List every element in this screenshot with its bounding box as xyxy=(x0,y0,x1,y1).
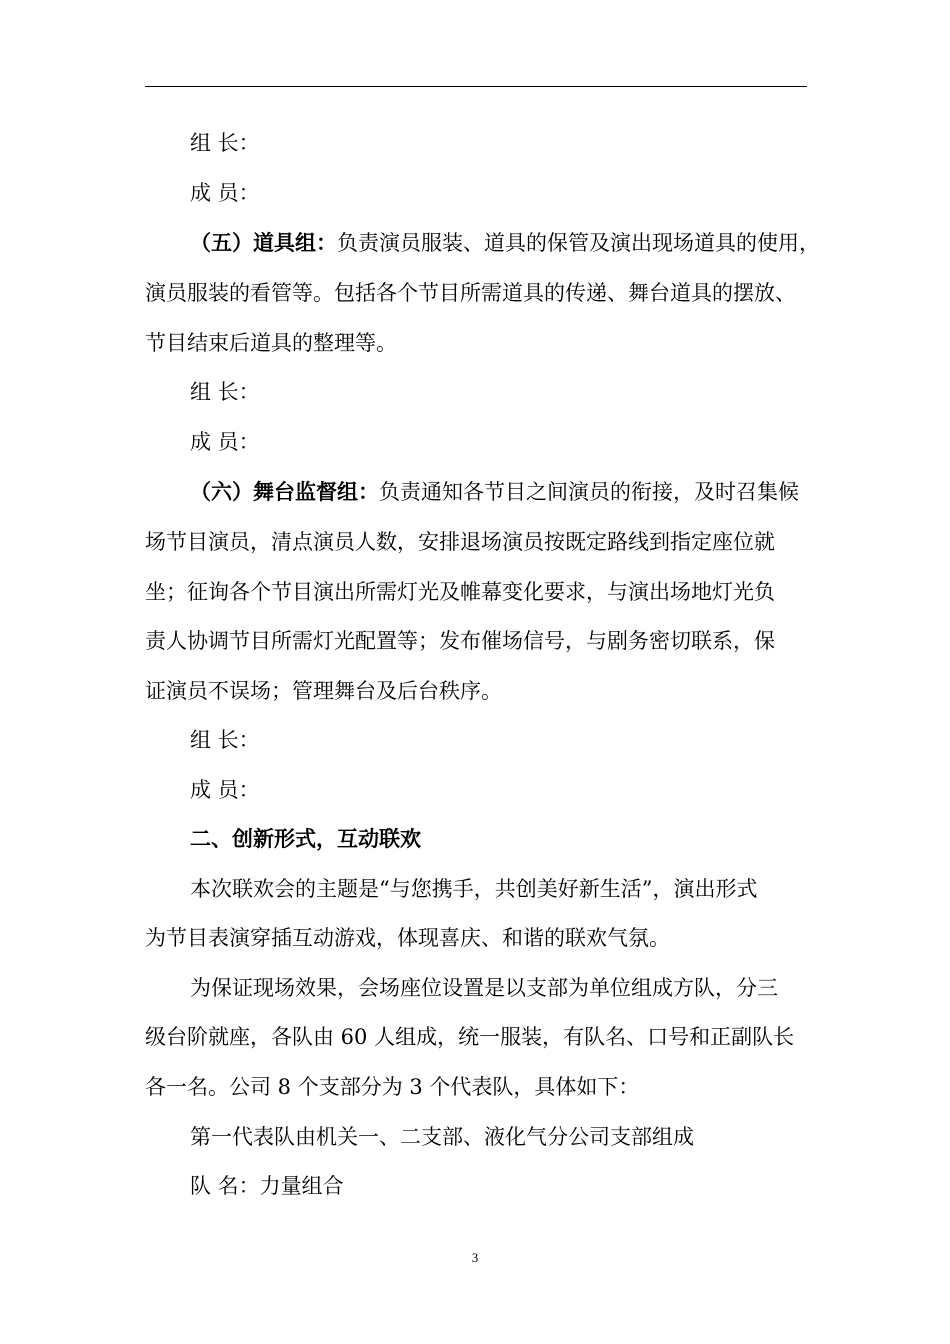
paragraph-line: 节目结束后道具的整理等。 xyxy=(145,331,397,355)
paragraph-line: 级台阶就座，各队由 60 人组成，统一服装，有队名、口号和正副队长 xyxy=(145,1025,795,1049)
team-name-label: 队 名：力量组合 xyxy=(190,1174,344,1198)
paragraph-props-group-line1 xyxy=(190,231,820,255)
paragraph-line: 证演员不误场；管理舞台及后台秩序。 xyxy=(145,679,502,703)
leader-label: 组 长： xyxy=(190,728,260,752)
section-heading: 二、创新形式，互动联欢 xyxy=(190,826,421,851)
paragraph-stage-group-line1 xyxy=(190,480,799,504)
paragraph-line: 第一代表队由机关一、二支部、液化气分公司支部组成 xyxy=(190,1125,694,1149)
paragraph-text: 负责通知各节目之间演员的衔接，及时召集候 xyxy=(379,480,799,504)
paragraph-line: 本次联欢会的主题是“与您携手，共创美好新生活”，演出形式 xyxy=(190,877,758,901)
paragraph-line: 责人协调节目所需灯光配置等；发布催场信号，与剧务密切联系，保 xyxy=(145,629,775,653)
section-heading-stage: （六）舞台监督组： xyxy=(190,479,379,504)
paragraph-line: 为节目表演穿插互动游戏，体现喜庆、和谐的联欢气氛。 xyxy=(145,926,670,950)
member-label: 成 员： xyxy=(190,778,260,802)
paragraph-text: 负责演员服装、道具的保管及演出现场道具的使用， xyxy=(337,231,820,255)
page-number: 3 xyxy=(471,1250,479,1265)
leader-label: 组 长： xyxy=(190,131,260,155)
header-rule xyxy=(145,86,807,87)
member-label: 成 员： xyxy=(190,430,260,454)
paragraph-line: 场节目演员，清点演员人数，安排退场演员按既定路线到指定座位就 xyxy=(145,530,775,554)
paragraph-line: 坐；征询各个节目演出所需灯光及帷幕变化要求，与演出场地灯光负 xyxy=(145,580,775,604)
paragraph-line: 演员服装的看管等。包括各个节目所需道具的传递、舞台道具的摆放、 xyxy=(145,281,796,305)
paragraph-line: 为保证现场效果，会场座位设置是以支部为单位组成方队，分三 xyxy=(190,976,778,1000)
member-label: 成 员： xyxy=(190,181,260,205)
leader-label: 组 长： xyxy=(190,380,260,404)
section-heading-props: （五）道具组： xyxy=(190,230,337,255)
paragraph-line: 各一名。公司 8 个支部分为 3 个代表队，具体如下： xyxy=(145,1075,640,1099)
